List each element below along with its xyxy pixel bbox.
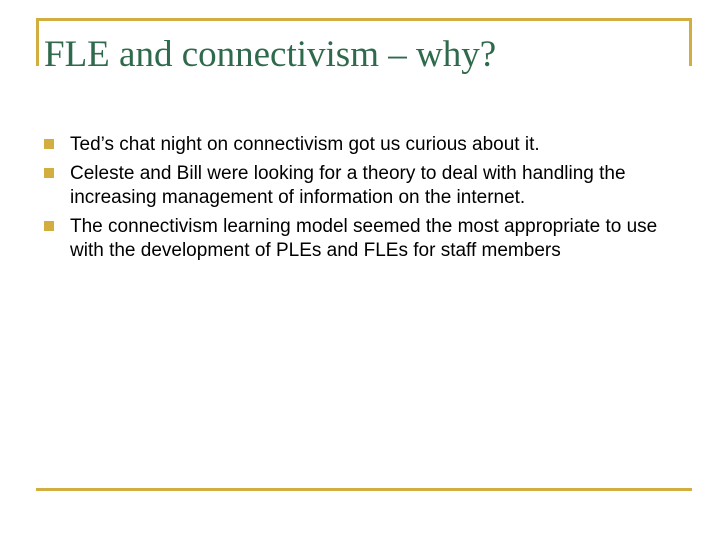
square-bullet-icon (44, 139, 54, 149)
square-bullet-icon (44, 221, 54, 231)
bullet-text: Celeste and Bill were looking for a theory to deal with handling the increasing management of information on the internet. (70, 163, 626, 208)
bullet-list (44, 133, 684, 268)
bottom-border-line (36, 488, 692, 491)
top-right-border-tick (689, 18, 692, 66)
top-border-line (36, 18, 692, 21)
top-left-border-tick (36, 18, 39, 66)
bullet-text: The connectivism learning model seemed the most appropriate to use with the development of PLEs and FLEs for staff members (70, 216, 658, 261)
bullet-item (44, 162, 684, 210)
bullet-item (44, 133, 684, 157)
bullet-text: Ted’s chat night on connectivism got us curious about it. (70, 134, 540, 155)
square-bullet-icon (44, 168, 54, 178)
slide-title: FLE and connectivism – why? (44, 34, 497, 75)
bullet-item (44, 215, 684, 263)
